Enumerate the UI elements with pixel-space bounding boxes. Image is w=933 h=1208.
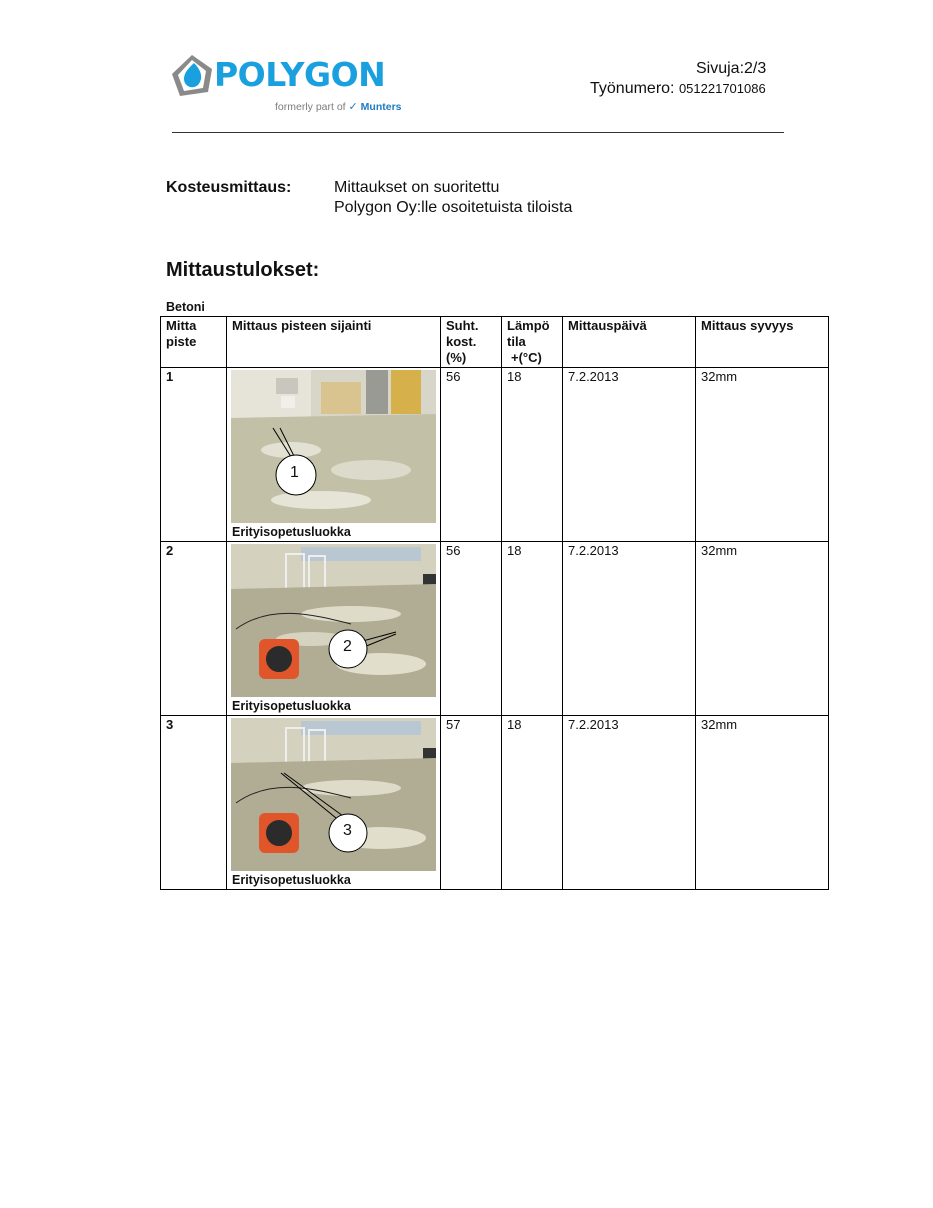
header-depth: Mittaus syvyys [696,317,829,368]
callout-number: 3 [343,822,352,839]
rh-value: 56 [441,542,502,716]
page-count: Sivuja:2/3 [696,60,767,77]
polygon-logo-mark [168,52,216,100]
munters-brand: Munters [360,101,402,113]
header-temp-line-2: tila [507,334,526,349]
location-cell [227,716,441,890]
material-label: Betoni [166,300,205,314]
site-photo-image [231,718,436,871]
header-point-line-1: Mitta [166,318,197,333]
header-temp [502,317,563,368]
site-photo [231,544,436,697]
header-rh-line-1: Suht. [446,318,479,333]
location-caption: Erityisopetusluokka [232,873,351,887]
job-number-label: Työnumero: [590,80,675,97]
header-temp-line-1: Lämpö [507,318,550,333]
header-divider [172,132,784,133]
depth-value: 32mm [696,368,829,542]
moisture-label: Kosteusmittaus: [166,179,292,196]
results-table [160,316,829,890]
brand-name: POLYGON [214,55,386,94]
point-number: 2 [161,542,227,716]
job-number-row [590,80,766,98]
header-rh-line-2: kost. [446,334,477,349]
date-value: 7.2.2013 [563,368,696,542]
rh-value: 56 [441,368,502,542]
depth-value: 32mm [696,716,829,890]
moisture-text-line-2: Polygon Oy:lle osoitetuista tiloista [334,199,573,216]
formerly-text: formerly part of [275,101,346,113]
header-rh-line-3: (%) [446,350,467,365]
table-row [161,368,829,542]
table-header-row [161,317,829,368]
location-caption: Erityisopetusluokka [232,525,351,539]
header-point-line-2: piste [166,334,197,349]
callout-number: 1 [290,464,299,481]
site-photo [231,370,436,523]
results-title: Mittaustulokset: [166,259,320,281]
header-location: Mittaus pisteen sijainti [227,317,441,368]
point-number: 3 [161,716,227,890]
temp-value: 18 [502,542,563,716]
date-value: 7.2.2013 [563,716,696,890]
callout-number: 2 [343,638,352,655]
date-value: 7.2.2013 [563,542,696,716]
temp-value: 18 [502,368,563,542]
point-number: 1 [161,368,227,542]
temp-value: 18 [502,716,563,890]
table-row [161,542,829,716]
header-temp-line-3: +(°C) [511,350,542,365]
formerly-part-of [275,100,402,113]
header-rh [441,317,502,368]
site-photo [231,718,436,871]
site-photo-image [231,370,436,523]
rh-value: 57 [441,716,502,890]
header-point [161,317,227,368]
depth-value: 32mm [696,542,829,716]
site-photo-image [231,544,436,697]
location-caption: Erityisopetusluokka [232,699,351,713]
moisture-text-line-1: Mittaukset on suoritettu [334,179,500,196]
munters-icon: ✓ [348,101,358,113]
header-date: Mittauspäivä [563,317,696,368]
job-number: 051221701086 [678,81,766,96]
table-row [161,716,829,890]
location-cell [227,542,441,716]
location-cell [227,368,441,542]
